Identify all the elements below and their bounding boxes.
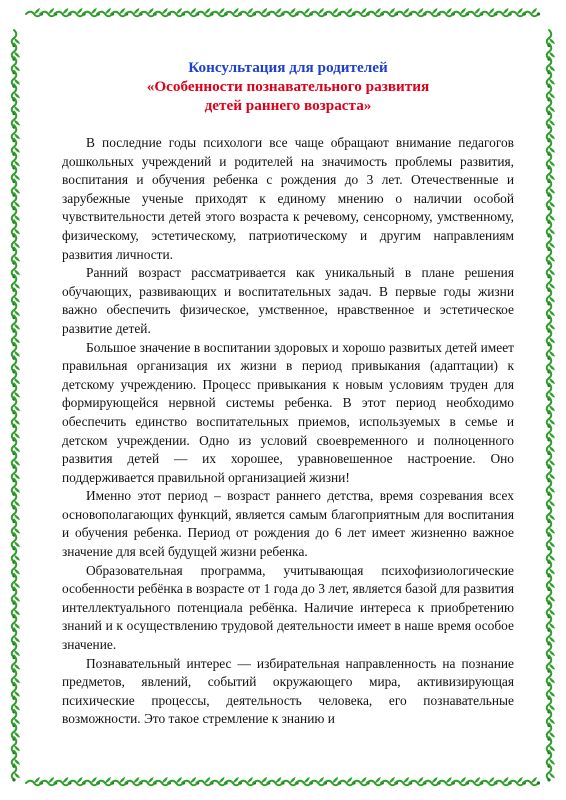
vine-sprig-ornament bbox=[267, 8, 284, 16]
vine-sprig-ornament bbox=[140, 8, 157, 16]
paragraph: Большое значение в воспитании здоровых и хорошо развитых детей имеет правильная организация их жизни в период привыкания (адаптации) к детскому учреждению. Процесс привыкания к новым условиям труден для формирующейся нервной системы ребенка. В этот период необходимо обеспечить единство воспитательных приемов, используемых в семье и детском учреждении. Одно из условий своевременного и полноценного развития детей — их хорошее, уравновешенное настроение. Оно поддерживается правильной организацией жизни! bbox=[62, 339, 514, 485]
vine-sprig-ornament bbox=[409, 777, 426, 785]
vine-sprig-ornament bbox=[267, 777, 284, 785]
vine-sprig-ornament bbox=[97, 777, 114, 785]
vine-sprig-ornament bbox=[83, 8, 100, 16]
vine-sprig-ornament bbox=[282, 777, 299, 785]
vine-sprig-ornament bbox=[438, 8, 455, 16]
vine-sprig-ornament bbox=[253, 777, 270, 785]
vine-sprig-ornament bbox=[480, 777, 497, 785]
document-title bbox=[62, 58, 514, 115]
vine-sprig-ornament bbox=[296, 777, 313, 785]
vine-sprig-ornament bbox=[253, 8, 270, 16]
vine-sprig-ornament bbox=[26, 777, 43, 785]
vine-sprig-ornament bbox=[424, 8, 441, 16]
vine-sprig-ornament bbox=[296, 8, 313, 16]
vine-sprig-ornament bbox=[125, 777, 142, 785]
paragraph: Именно этот период – возраст раннего детства, время созревания всех основополагающих функций, является самым благоприятным для воспитания и обучения ребенка. Период от рождения до 6 лет имеет жизненно важное значение для всей будущей жизни ребенка. bbox=[62, 488, 514, 560]
vine-sprig-ornament bbox=[395, 777, 412, 785]
vine-sprig-ornament bbox=[125, 8, 142, 16]
border-bottom-vine bbox=[26, 777, 540, 785]
vine-sprig-ornament bbox=[168, 8, 185, 16]
vine-sprig-ornament bbox=[381, 8, 398, 16]
border-right-vine bbox=[547, 30, 555, 782]
vine-sprig-ornament bbox=[69, 777, 86, 785]
title-line-topic-continued: детей раннего возраста» bbox=[204, 97, 372, 114]
vine-sprig-ornament bbox=[310, 8, 327, 16]
vine-sprig-ornament bbox=[182, 8, 199, 16]
vine-sprig-ornament bbox=[324, 777, 341, 785]
vine-sprig-ornament bbox=[69, 8, 86, 16]
vine-sprig-ornament bbox=[495, 8, 512, 16]
vine-sprig-ornament bbox=[40, 777, 57, 785]
vine-sprig-ornament bbox=[466, 777, 483, 785]
vine-sprig-ornament bbox=[523, 777, 540, 785]
paragraph: Познавательный интерес — избирательная направленность на познание предметов, явлений, событий окружающего мира, активизирующая психические процессы, деятельность человека, его познавательные возможности. Это такое стремление к знанию и bbox=[62, 655, 514, 727]
vine-sprig-ornament bbox=[480, 8, 497, 16]
title-line-consultation: Консультация для родителей bbox=[188, 59, 388, 76]
border-left-vine bbox=[12, 30, 20, 782]
paragraph: Образовательная программа, учитывающая психофизиологические особенности ребёнка в возрасте от 1 года до 3 лет, является базой для развития интеллектуального потенциала ребёнка. Наличие интереса к приобретению знаний и к осуществлению трудовой деятельности имеет в наше время особое значение. bbox=[62, 562, 514, 653]
vine-sprig-ornament bbox=[367, 777, 384, 785]
vine-sprig-ornament bbox=[452, 8, 469, 16]
vine-sprig-ornament bbox=[338, 8, 355, 16]
vine-sprig-ornament bbox=[239, 777, 256, 785]
vine-sprig-ornament bbox=[324, 8, 341, 16]
title-line-topic: «Особенности познавательного развития bbox=[146, 78, 430, 95]
vine-sprig-ornament bbox=[182, 777, 199, 785]
vine-sprig-ornament bbox=[424, 777, 441, 785]
vine-sprig-ornament bbox=[225, 777, 242, 785]
vine-sprig-ornament bbox=[338, 777, 355, 785]
vine-sprig-ornament bbox=[381, 777, 398, 785]
vine-sprig-ornament bbox=[154, 777, 171, 785]
vine-sprig-ornament bbox=[196, 8, 213, 16]
vine-sprig-ornament bbox=[367, 8, 384, 16]
paragraph: Ранний возраст рассматривается как уникальный в плане решения обучающих, развивающих и воспитательных задач. В первые годы жизни важно обеспечить физическое, умственное, нравственное и эстетическое развитие детей. bbox=[62, 265, 514, 336]
vine-sprig-ornament bbox=[239, 8, 256, 16]
vine-sprig-ornament bbox=[438, 777, 455, 785]
vine-sprig-ornament bbox=[409, 8, 426, 16]
vine-sprig-ornament bbox=[211, 8, 228, 16]
paragraph: В последние годы психологи все чаще обращают внимание педагогов дошкольных учреждений и родителей на значимость проблемы развития, воспитания и обучения ребенка с рождения до 3 лет. Отечественные и зарубежные ученые приходят к единому мнению о наличии особой чувствительности детей этого возраста к речевому, сенсорному, умственному, физическому, эстетическому, патриотическому и другим направлениям развития личности. bbox=[62, 135, 514, 262]
vine-sprig-ornament bbox=[154, 8, 171, 16]
vine-sprig-ornament bbox=[26, 8, 43, 16]
vine-sprig-ornament bbox=[54, 8, 71, 16]
vine-sprig-ornament bbox=[40, 8, 57, 16]
vine-sprig-ornament bbox=[523, 8, 540, 16]
border-top-vine bbox=[26, 8, 540, 16]
vine-sprig-ornament bbox=[395, 8, 412, 16]
vine-sprig-ornament bbox=[168, 777, 185, 785]
vine-sprig-ornament bbox=[310, 777, 327, 785]
vine-sprig-ornament bbox=[452, 777, 469, 785]
vine-sprig-ornament bbox=[54, 777, 71, 785]
vine-sprig-ornament bbox=[225, 8, 242, 16]
vine-sprig-ornament bbox=[111, 8, 128, 16]
vine-sprig-ornament bbox=[140, 777, 157, 785]
vine-sprig-ornament bbox=[111, 777, 128, 785]
vine-sprig-ornament bbox=[196, 777, 213, 785]
article-text bbox=[62, 134, 514, 729]
vine-sprig-ornament bbox=[353, 8, 370, 16]
vine-sprig-ornament bbox=[211, 777, 228, 785]
document-body bbox=[62, 58, 514, 729]
vine-sprig-ornament bbox=[466, 8, 483, 16]
vine-sprig-ornament bbox=[509, 777, 526, 785]
vine-sprig-ornament bbox=[509, 8, 526, 16]
vine-sprig-ornament bbox=[495, 777, 512, 785]
vine-sprig-ornament bbox=[83, 777, 100, 785]
vine-sprig-ornament bbox=[353, 777, 370, 785]
vine-sprig-ornament bbox=[282, 8, 299, 16]
vine-sprig-ornament bbox=[97, 8, 114, 16]
